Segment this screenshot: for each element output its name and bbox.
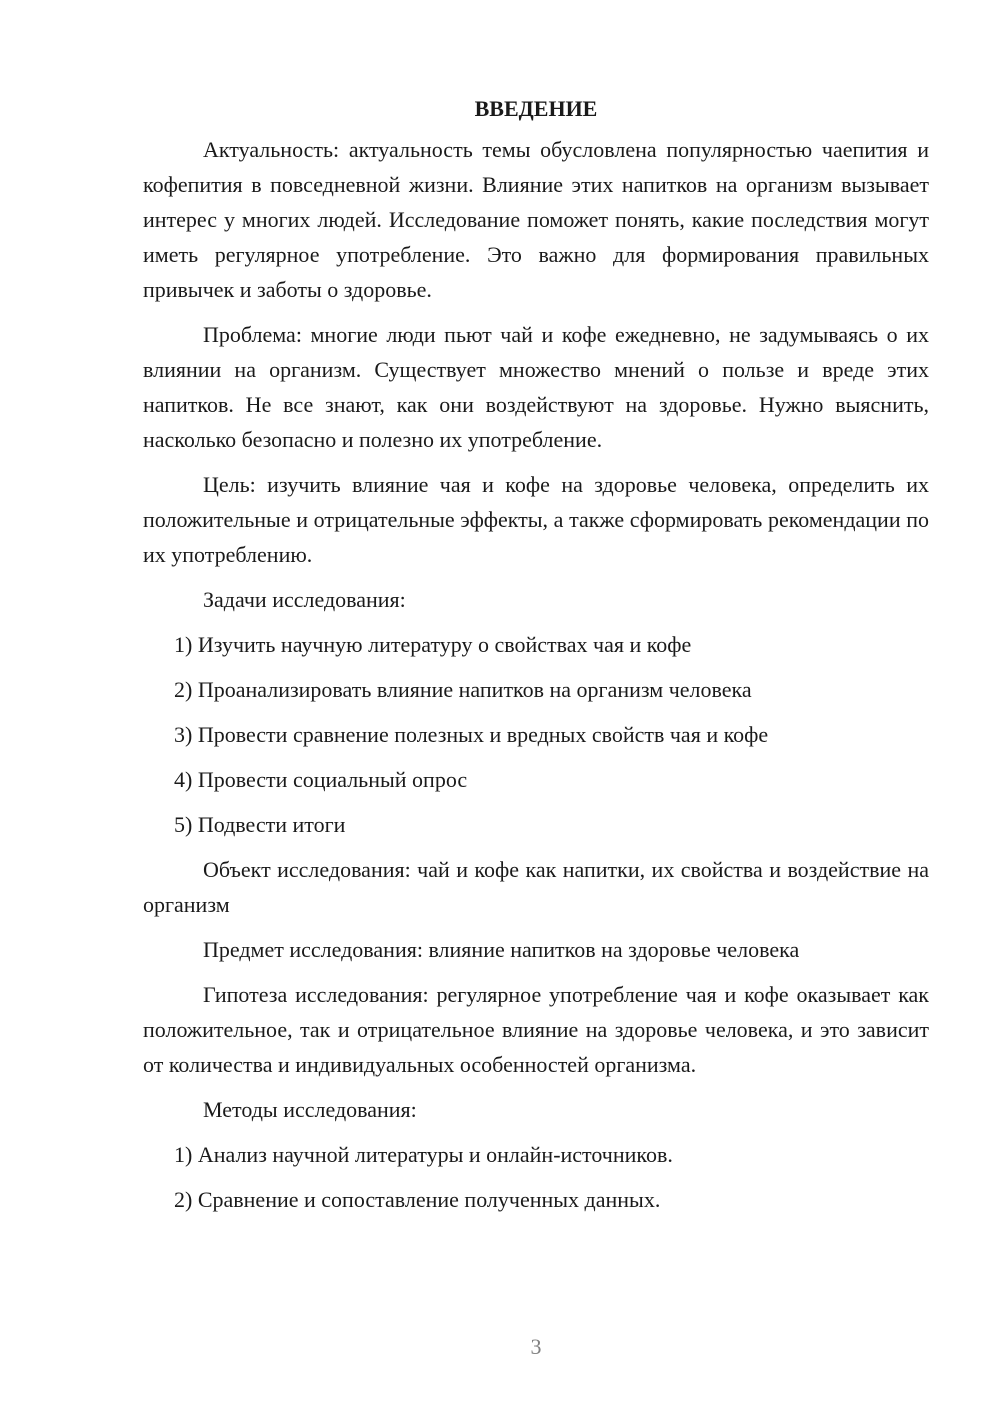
document-page: [143, 92, 929, 1227]
tasks-list: [143, 627, 929, 842]
methods-list: [143, 1137, 929, 1217]
list-item: 3) Провести сравнение полезных и вредных свойств чая и кофе: [174, 722, 769, 747]
paragraph-problem: Проблема: многие люди пьют чай и кофе ежедневно, не задумываясь о их влиянии на организм. Существует множество мнений о пользе и вреде этих напитков. Не все знают, как они воздействуют на здоровье. Нужно выяснить, насколько безопасно и полезно их употребление.: [143, 322, 929, 452]
list-item: 2) Проанализировать влияние напитков на организм человека: [174, 677, 752, 702]
page-title: ВВЕДЕНИЕ: [474, 96, 598, 121]
list-item: 4) Провести социальный опрос: [174, 767, 468, 792]
tasks-heading: Задачи исследования:: [203, 587, 406, 612]
list-item: 2) Сравнение и сопоставление полученных данных.: [174, 1187, 661, 1212]
paragraph-goal: Цель: изучить влияние чая и кофе на здоровье человека, определить их положительные и отрицательные эффекты, а также сформировать рекомендации по их употреблению.: [143, 472, 929, 567]
paragraph-subject: Предмет исследования: влияние напитков на здоровье человека: [203, 937, 800, 962]
list-item: 1) Изучить научную литературу о свойствах чая и кофе: [174, 632, 692, 657]
paragraph-hypothesis: Гипотеза исследования: регулярное употребление чая и кофе оказывает как положительное, так и отрицательное влияние на здоровье человека, и это зависит от количества и индивидуальных особенностей организма.: [143, 982, 929, 1077]
page-number: 3: [530, 1334, 542, 1359]
list-item: 5) Подвести итоги: [174, 812, 346, 837]
paragraph-object: Объект исследования: чай и кофе как напитки, их свойства и воздействие на организм: [143, 857, 929, 917]
list-item: 1) Анализ научной литературы и онлайн-источников.: [174, 1142, 673, 1167]
methods-heading: Методы исследования:: [203, 1097, 417, 1122]
paragraph-relevance: Актуальность: актуальность темы обусловлена популярностью чаепития и кофепития в повседневной жизни. Влияние этих напитков на организм вызывает интерес у многих людей. Исследование поможет понять, какие последствия могут иметь регулярное употребление. Это важно для формирования правильных привычек и заботы о здоровье.: [143, 137, 929, 302]
